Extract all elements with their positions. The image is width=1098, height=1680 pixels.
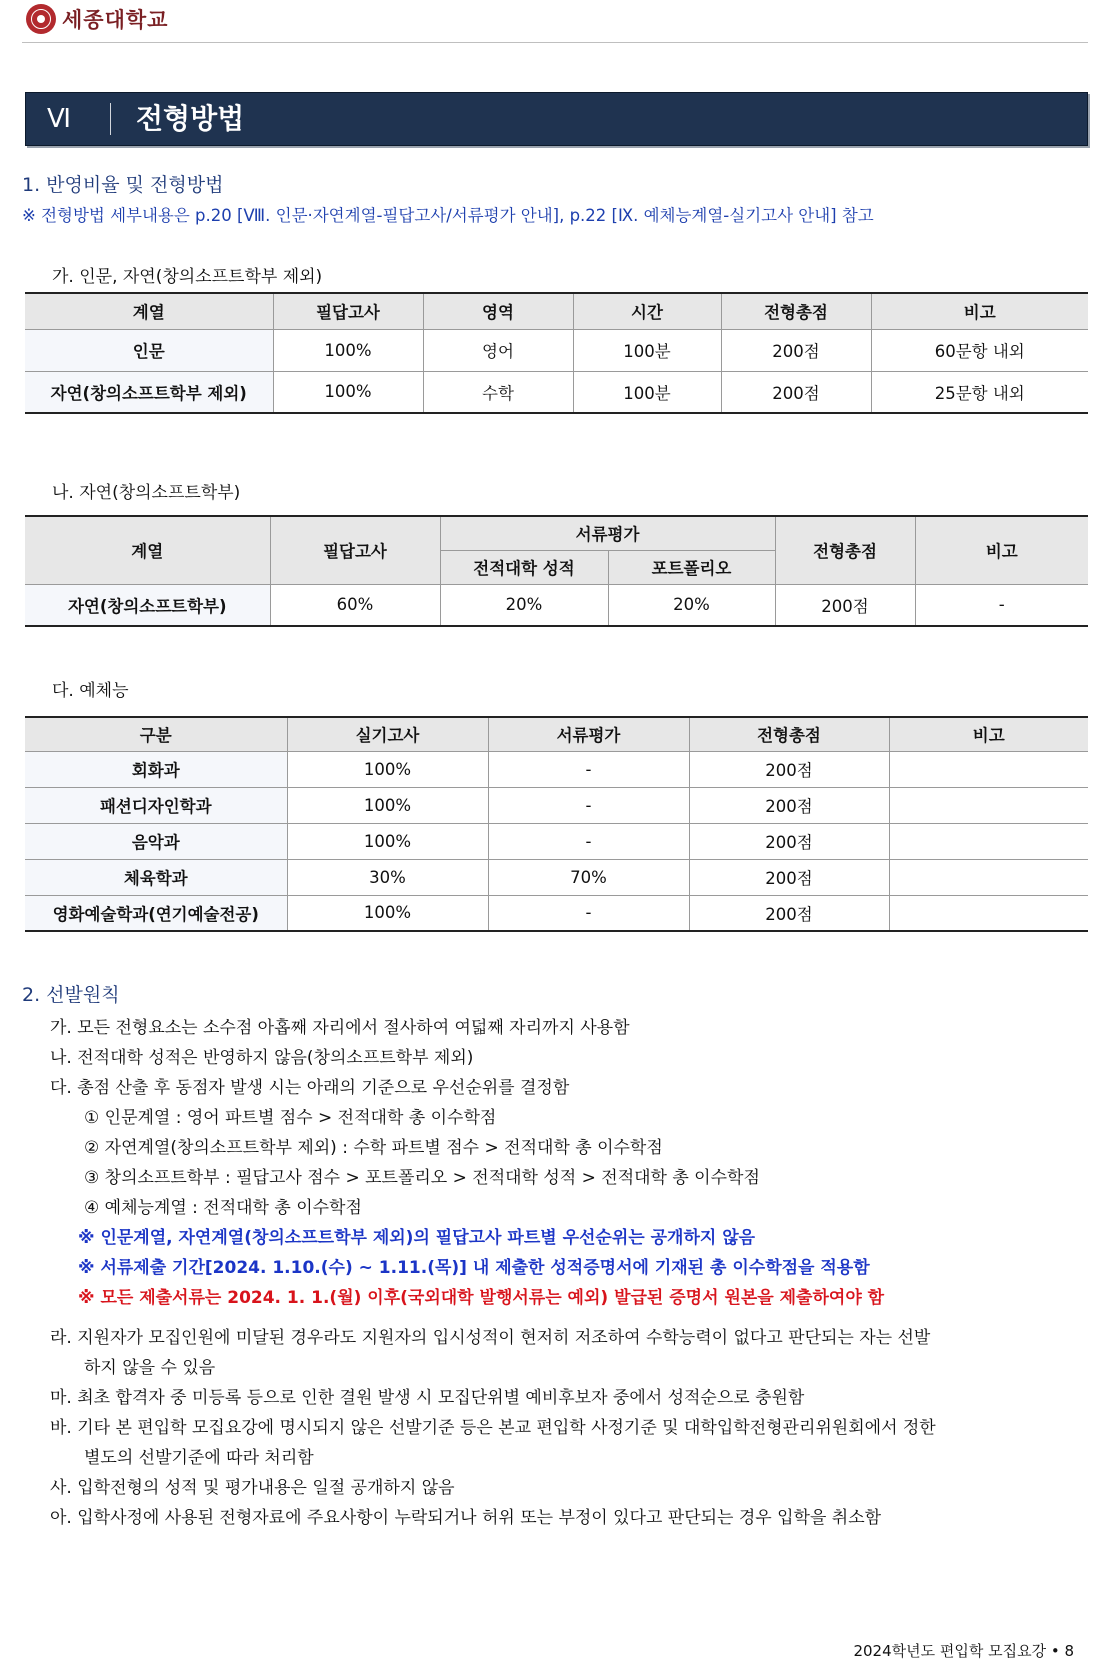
table-row — [25, 371, 1088, 413]
part1-heading: 1. 반영비율 및 전형방법 — [22, 174, 224, 196]
table-c-header: 전형총점 — [689, 717, 889, 751]
table-cell: 100% — [273, 329, 423, 371]
table-cell: 영화예술학과(연기예술전공) — [25, 895, 287, 931]
table-cell — [889, 859, 1088, 895]
principle-ra: 라. 지원자가 모집인원에 미달된 경우라도 지원자의 입시성적이 현저히 저조하여 수학능력이 없다고 판단되는 자는 선발 — [50, 1328, 931, 1348]
table-cell — [889, 787, 1088, 823]
table-cell: - — [488, 823, 689, 859]
table-cell — [889, 823, 1088, 859]
table-cell: 100분 — [573, 329, 721, 371]
section-title-bar — [25, 92, 1088, 146]
principle-da: 다. 총점 산출 후 동점자 발생 시는 아래의 기준으로 우선순위를 결정함 — [50, 1078, 570, 1098]
table-cell: 100분 — [573, 371, 721, 413]
table-cell: 영어 — [423, 329, 573, 371]
section-title: 전형방법 — [136, 102, 245, 135]
university-logo — [26, 4, 168, 34]
table-cell: 20% — [440, 584, 608, 626]
table-c-header: 서류평가 — [488, 717, 689, 751]
table-b-header-row — [25, 516, 1088, 550]
table-cell: 음악과 — [25, 823, 287, 859]
table-b-header: 필답고사 — [270, 516, 440, 584]
table-a-header: 시간 — [573, 293, 721, 329]
table-a — [25, 292, 1088, 414]
table-row — [25, 895, 1088, 931]
table-cell: 100% — [287, 787, 488, 823]
section-number: Ⅵ — [47, 104, 71, 134]
table-cell: - — [488, 751, 689, 787]
notice-blue-credits: ※ 서류제출 기간[2024. 1.10.(수) ~ 1.11.(목)] 내 제출한 성적증명서에 기재된 총 이수학점을 적용함 — [78, 1258, 870, 1278]
university-seal-icon — [26, 4, 56, 34]
table-row — [25, 584, 1088, 626]
tiebreak-item: ② 자연계열(창의소프트학부 제외) : 수학 파트별 점수 > 전적대학 총 이수학점 — [84, 1138, 663, 1158]
table-row — [25, 751, 1088, 787]
table-cell: 자연(창의소프트학부) — [25, 584, 270, 626]
table-cell: 100% — [287, 751, 488, 787]
notice-red-documents: ※ 모든 제출서류는 2024. 1. 1.(월) 이후(국외대학 발행서류는 예외) 발급된 증명서 원본을 제출하여야 함 — [78, 1288, 885, 1308]
principle-ba-continued: 별도의 선발기준에 따라 처리함 — [84, 1448, 314, 1468]
table-cell: 70% — [488, 859, 689, 895]
part2-heading: 2. 선발원칙 — [22, 984, 120, 1006]
table-row — [25, 787, 1088, 823]
table-cell: 수학 — [423, 371, 573, 413]
table-a-header: 영역 — [423, 293, 573, 329]
table-cell: 200점 — [721, 371, 871, 413]
logo-text: 세종대학교 — [62, 8, 169, 32]
tiebreak-item: ③ 창의소프트학부 : 필답고사 점수 > 포트폴리오 > 전적대학 성적 > 전적대학 총 이수학점 — [84, 1168, 760, 1188]
table-row — [25, 859, 1088, 895]
table-cell: - — [915, 584, 1088, 626]
page-footer: 2024학년도 편입학 모집요강 • 8 — [853, 1642, 1074, 1660]
table-a-header-row — [25, 293, 1088, 329]
table-b-header: 포트폴리오 — [608, 550, 775, 584]
table-cell: 20% — [608, 584, 775, 626]
notice-blue-priority: ※ 인문계열, 자연계열(창의소프트학부 제외)의 필답고사 파트별 우선순위는 공개하지 않음 — [78, 1228, 756, 1248]
table-cell: 자연(창의소프트학부 제외) — [25, 371, 273, 413]
table-cell: 200점 — [689, 895, 889, 931]
table-a-header: 전형총점 — [721, 293, 871, 329]
principle-sa: 사. 입학전형의 성적 및 평가내용은 일절 공개하지 않음 — [50, 1478, 455, 1498]
table-cell: 회화과 — [25, 751, 287, 787]
table-cell: 체육학과 — [25, 859, 287, 895]
table-b-header: 계열 — [25, 516, 270, 584]
table-a-subtitle: 가. 인문, 자연(창의소프트학부 제외) — [52, 267, 323, 287]
table-a-header: 필답고사 — [273, 293, 423, 329]
table-cell: 100% — [287, 895, 488, 931]
table-cell: 패션디자인학과 — [25, 787, 287, 823]
table-b-header: 서류평가 — [440, 516, 775, 550]
principle-na: 나. 전적대학 성적은 반영하지 않음(창의소프트학부 제외) — [50, 1048, 474, 1068]
table-cell: 200점 — [689, 823, 889, 859]
table-cell: 25문항 내외 — [871, 371, 1088, 413]
table-cell: 인문 — [25, 329, 273, 371]
principle-ga: 가. 모든 전형요소는 소수점 아홉째 자리에서 절사하여 여덟째 자리까지 사용함 — [50, 1018, 630, 1038]
table-c-header-row — [25, 717, 1088, 751]
table-c-subtitle: 다. 예체능 — [52, 681, 129, 701]
table-b-header: 비고 — [915, 516, 1088, 584]
tiebreak-item: ① 인문계열 : 영어 파트별 점수 > 전적대학 총 이수학점 — [84, 1108, 497, 1128]
tiebreak-item: ④ 예체능계열 : 전적대학 총 이수학점 — [84, 1198, 362, 1218]
table-b-header: 전적대학 성적 — [440, 550, 608, 584]
table-b-header: 전형총점 — [775, 516, 915, 584]
table-cell — [889, 751, 1088, 787]
table-c-header: 실기고사 — [287, 717, 488, 751]
table-b — [25, 515, 1088, 627]
table-row — [25, 329, 1088, 371]
table-b-subtitle: 나. 자연(창의소프트학부) — [52, 483, 241, 503]
table-cell — [889, 895, 1088, 931]
table-cell: 60문항 내외 — [871, 329, 1088, 371]
table-a-header: 비고 — [871, 293, 1088, 329]
table-cell: - — [488, 787, 689, 823]
table-cell: 200점 — [689, 787, 889, 823]
table-cell: 60% — [270, 584, 440, 626]
table-cell: 100% — [273, 371, 423, 413]
table-cell: 30% — [287, 859, 488, 895]
table-a-header: 계열 — [25, 293, 273, 329]
table-c-header: 구분 — [25, 717, 287, 751]
principle-ma: 마. 최초 합격자 중 미등록 등으로 인한 결원 발생 시 모집단위별 예비후보자 중에서 성적순으로 충원함 — [50, 1388, 805, 1408]
principle-ra-continued: 하지 않을 수 있음 — [84, 1358, 216, 1378]
page-header — [22, 2, 1088, 43]
table-cell: - — [488, 895, 689, 931]
part1-reference-note: ※ 전형방법 세부내용은 p.20 [Ⅷ. 인문·자연계열-필답고사/서류평가 안내], p.22 [Ⅸ. 예체능계열-실기고사 안내] 참고 — [22, 206, 874, 225]
principle-a: 아. 입학사정에 사용된 전형자료에 주요사항이 누락되거나 허위 또는 부정이 있다고 판단되는 경우 입학을 취소함 — [50, 1508, 882, 1528]
principle-ba: 바. 기타 본 편입학 모집요강에 명시되지 않은 선발기준 등은 본교 편입학 사정기준 및 대학입학전형관리위원회에서 정한 — [50, 1418, 936, 1438]
section-divider — [110, 103, 111, 135]
table-cell: 200점 — [689, 859, 889, 895]
table-c-header: 비고 — [889, 717, 1088, 751]
table-row — [25, 823, 1088, 859]
table-c — [25, 716, 1088, 932]
table-cell: 200점 — [689, 751, 889, 787]
table-cell: 200점 — [721, 329, 871, 371]
table-cell: 200점 — [775, 584, 915, 626]
table-cell: 100% — [287, 823, 488, 859]
